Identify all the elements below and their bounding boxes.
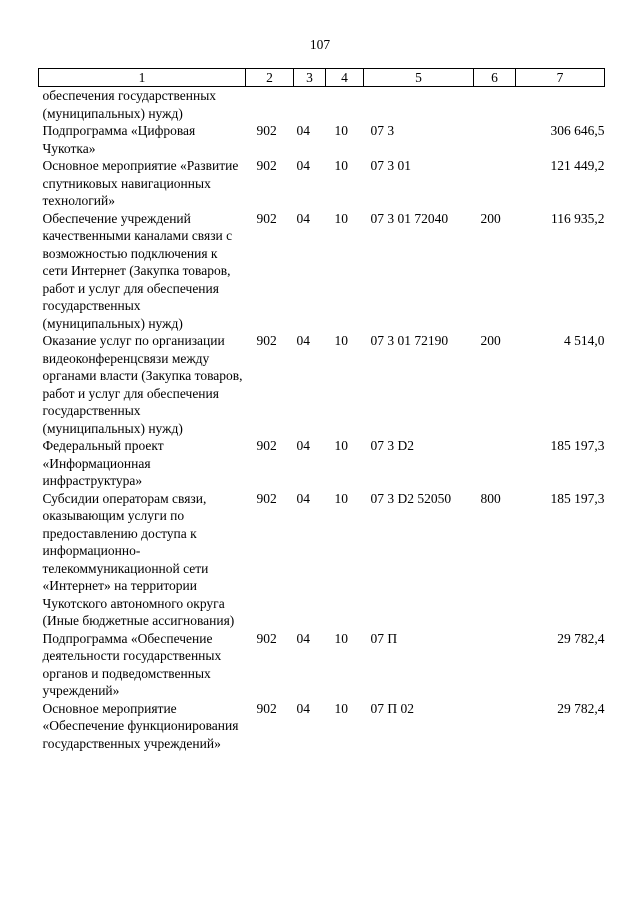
row-expense-type: 200 (480, 333, 501, 348)
budget-table (38, 68, 605, 752)
page-number: 107 (309, 37, 331, 52)
column-header-4: 4 (326, 69, 364, 87)
table-row (39, 332, 605, 437)
table-row (39, 700, 605, 753)
row-amount: 116 935,2 (551, 210, 605, 226)
row-name: Оказание услуг по организации видеоконференцсвязи между органами власти (Закупка товаров, работ и услуг для обеспечения государственных (муниципальных) нужд) (42, 333, 243, 436)
table-row (39, 490, 605, 630)
column-header-6: 6 (474, 69, 516, 87)
row-section-code: 04 (296, 158, 310, 173)
row-section-code: 04 (296, 700, 310, 716)
row-target-code: 07 3 01 (370, 158, 411, 173)
row-ministry-code (246, 87, 294, 123)
row-section-code: 04 (296, 630, 310, 646)
table-row (39, 122, 605, 157)
row-target-code: 07 П 02 (370, 700, 414, 716)
row-name: обеспечения государственных (муниципальных) нужд) (42, 88, 217, 121)
row-ministry-code: 902 (256, 210, 277, 226)
row-ministry-code: 902 (256, 700, 277, 716)
table-row (39, 630, 605, 700)
row-name: Федеральный проект «Информационная инфраструктура» (42, 438, 164, 488)
column-header-2: 2 (246, 69, 294, 87)
row-name: Субсидии операторам связи, оказывающим услуги по предоставлению доступа к информационно-телекоммуникационной сети «Интернет» на территории Чукотского автономного округа (Иные бюджетные ассигнования) (42, 490, 235, 628)
column-header-1: 1 (39, 69, 246, 87)
row-target-code: 07 3 (370, 123, 395, 138)
row-subsection-code: 10 (334, 333, 348, 348)
row-section-code: 04 (296, 123, 310, 138)
row-target-code: 07 3 D2 (370, 438, 414, 453)
row-amount: 29 782,4 (557, 700, 605, 716)
row-expense-type: 200 (480, 210, 501, 226)
row-name: Основное мероприятие «Развитие спутниковых навигационных технологий» (42, 158, 239, 208)
table-row (39, 157, 605, 210)
row-expense-type (474, 157, 516, 210)
row-subsection-code (326, 87, 364, 123)
row-expense-type (474, 700, 516, 753)
row-expense-type (474, 630, 516, 700)
row-expense-type (474, 437, 516, 490)
row-ministry-code: 902 (256, 438, 277, 453)
row-name: Подпрограмма «Цифровая Чукотка» (42, 123, 196, 156)
row-amount: 121 449,2 (550, 158, 605, 173)
table-header-row (39, 69, 605, 87)
row-target-code (364, 87, 474, 123)
row-subsection-code: 10 (334, 158, 348, 173)
row-section-code: 04 (296, 490, 310, 506)
table-row (39, 87, 605, 123)
row-subsection-code: 10 (334, 123, 348, 138)
row-ministry-code: 902 (256, 158, 277, 173)
row-expense-type: 800 (480, 490, 501, 506)
column-header-5: 5 (364, 69, 474, 87)
row-amount (516, 87, 605, 123)
row-ministry-code: 902 (256, 123, 277, 138)
row-amount: 306 646,5 (550, 123, 605, 138)
row-amount: 4 514,0 (564, 333, 605, 348)
row-amount: 29 782,4 (557, 630, 605, 646)
row-subsection-code: 10 (334, 210, 348, 226)
row-expense-type (474, 87, 516, 123)
row-expense-type (474, 122, 516, 157)
row-target-code: 07 3 01 72190 (370, 333, 449, 348)
row-name: Основное мероприятие «Обеспечение функционирования государственных учреждений» (42, 700, 239, 751)
column-header-3: 3 (294, 69, 326, 87)
row-subsection-code: 10 (334, 490, 348, 506)
row-target-code: 07 П (370, 630, 398, 646)
row-subsection-code: 10 (334, 630, 348, 646)
row-target-code: 07 3 D2 52050 (370, 490, 452, 506)
row-section-code (294, 87, 326, 123)
row-name: Обеспечение учреждений качественными каналами связи с возможностью подключения к сети Интернет (Закупка товаров, работ и услуг для обеспечения государственных (муниципальных) нужд) (42, 210, 233, 331)
row-ministry-code: 902 (256, 490, 277, 506)
table-row (39, 437, 605, 490)
row-ministry-code: 902 (256, 630, 277, 646)
row-target-code: 07 3 01 72040 (370, 210, 449, 226)
row-section-code: 04 (296, 333, 310, 348)
row-amount: 185 197,3 (550, 438, 605, 453)
column-header-7: 7 (516, 69, 605, 87)
table-row (39, 210, 605, 333)
row-name: Подпрограмма «Обеспечение деятельности государственных органов и подведомственных учреждений» (42, 630, 222, 698)
row-section-code: 04 (296, 438, 310, 453)
row-amount: 185 197,3 (550, 490, 605, 506)
row-section-code: 04 (296, 210, 310, 226)
row-ministry-code: 902 (256, 333, 277, 348)
row-subsection-code: 10 (334, 700, 348, 716)
row-subsection-code: 10 (334, 438, 348, 453)
